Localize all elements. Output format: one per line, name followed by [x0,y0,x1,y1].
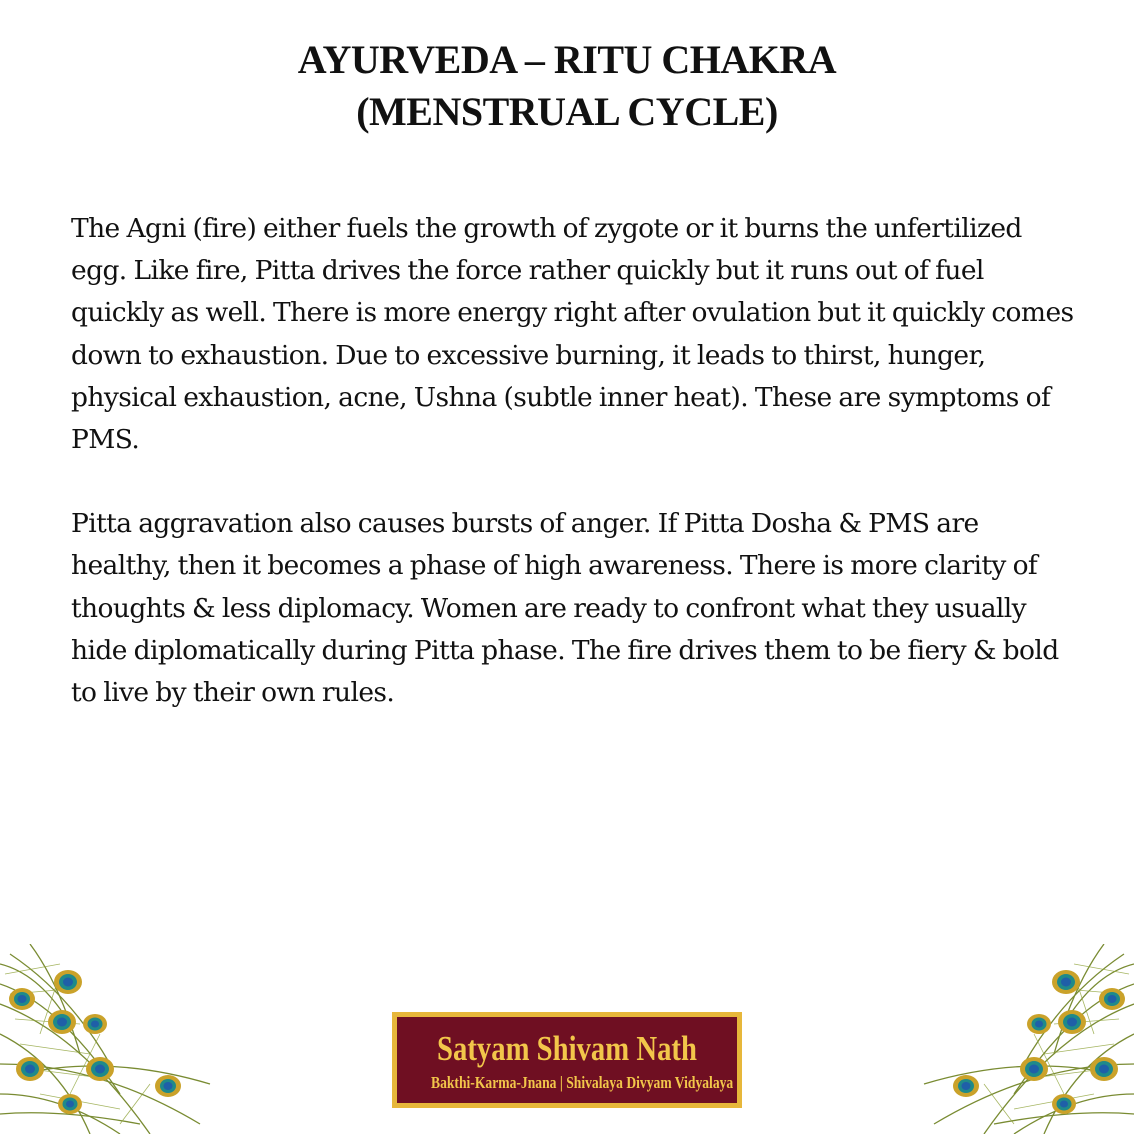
paragraph-1: The Agni (fire) either fuels the growth of zygote or it burns the unfertilized egg. Like fire, Pitta drives the force rather quickly but it runs out of fuel quickly as well. There is more energy right after ovulation but it quickly comes down to exhaustion. Due to excessive burning, it leads to thirst, hunger, physical exhaustion, acne, Ushna (subtle inner heat). These are symptoms of PMS. [71,213,1074,456]
brand-logo [392,1012,742,1108]
brand-tagline: Bakthi-Karma-Jnana | Shivalaya Divyam Vidyalaya [431,1073,734,1092]
paragraph-2: Pitta aggravation also causes bursts of anger. If Pitta Dosha & PMS are healthy, then it becomes a phase of high awareness. There is more clarity of thoughts & less diplomacy. Women are ready to confront what they usually hide diplomatically during Pitta phase. The fire drives them to be fiery & bold to live by their own rules. [71,508,1059,709]
page-title [0,34,1134,138]
article-body [71,208,1081,756]
peacock-feather-icon [0,944,220,1134]
peacock-feather-icon [914,944,1134,1134]
title-line-2: (MENSTRUAL CYCLE) [356,89,778,134]
brand-name: Satyam Shivam Nath [437,1029,697,1068]
title-line-1: AYURVEDA – RITU CHAKRA [297,37,837,82]
